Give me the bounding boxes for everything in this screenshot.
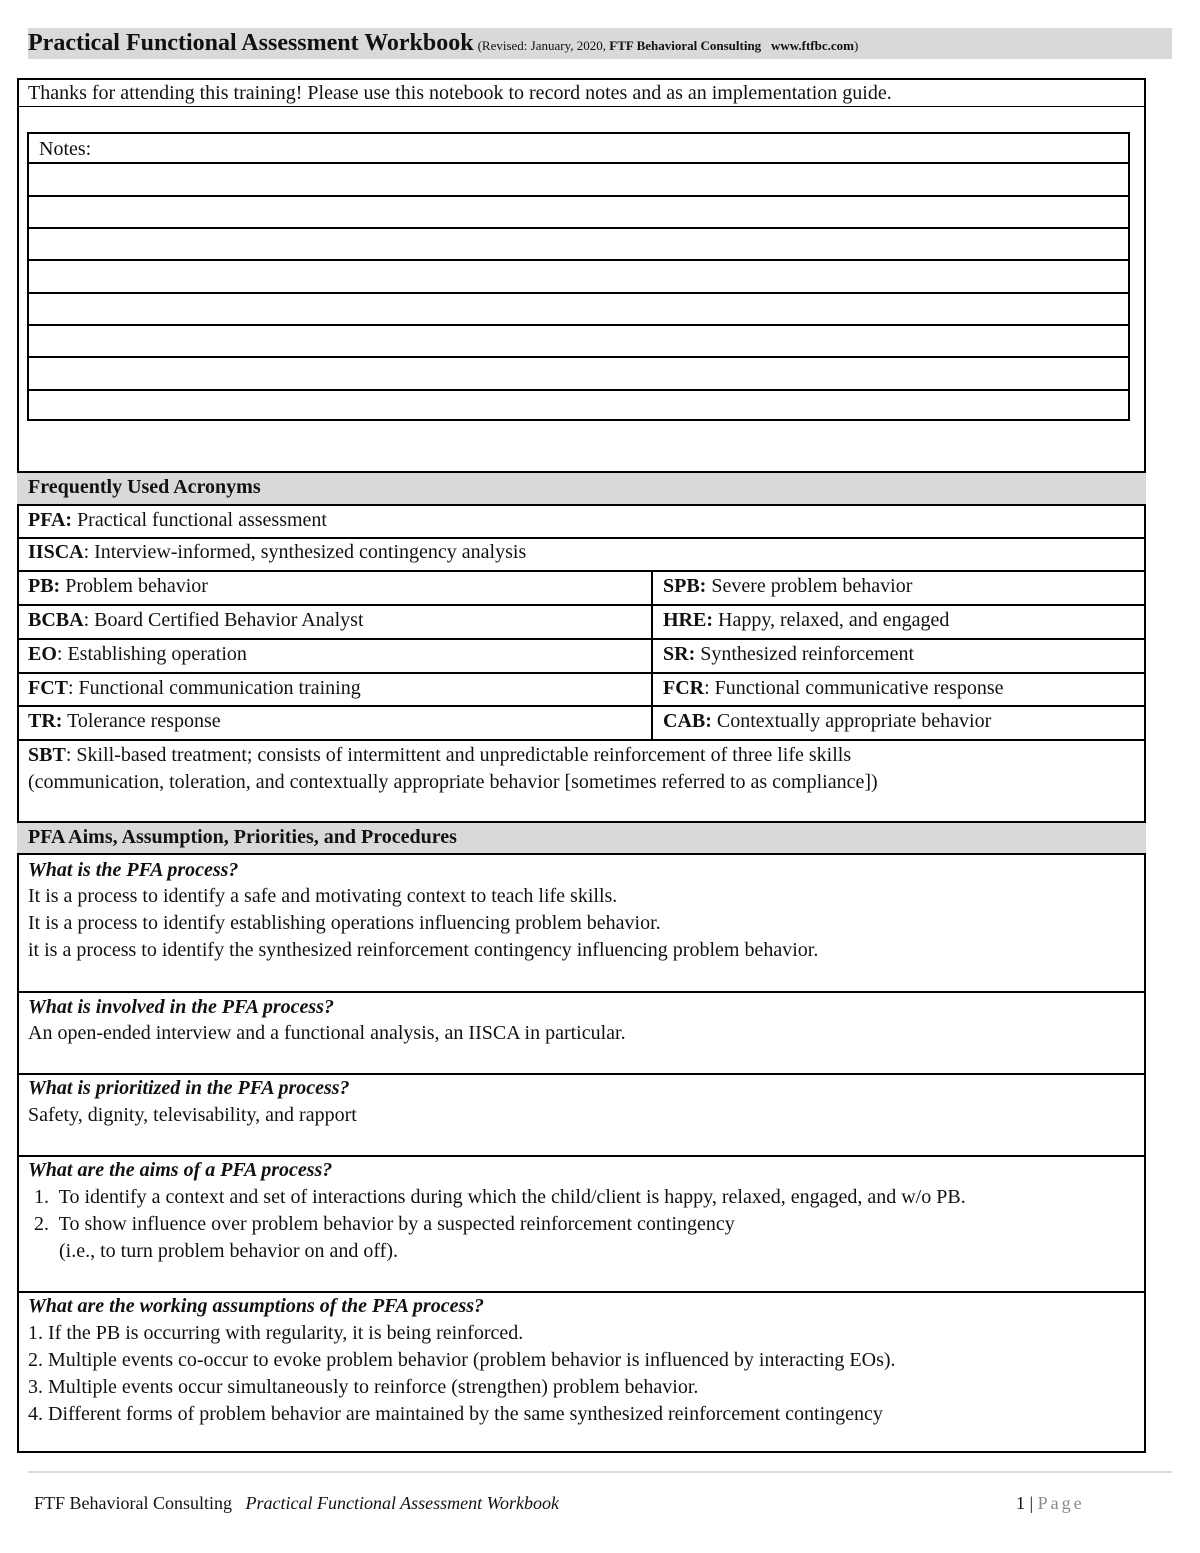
sbt-line-2: (communication, toleration, and contextually appropriate behavior [sometimes referred to as compliance])	[28, 771, 878, 793]
divider	[17, 638, 1146, 640]
divider	[17, 106, 1146, 107]
notes-line	[29, 292, 1128, 294]
footer-company: FTF Behavioral Consulting	[34, 1493, 232, 1513]
answer-line: An open-ended interview and a functional analysis, an IISCA in particular.	[28, 1022, 626, 1044]
acronym-def: Contextually appropriate behavior	[711, 710, 992, 732]
divider	[17, 821, 1146, 823]
title-bar	[28, 28, 1172, 59]
acronym-spb	[663, 573, 912, 600]
acronym-def: Practical functional assessment	[72, 509, 327, 531]
header-website: www.ftfbc.com	[770, 38, 854, 53]
page-indicator	[1016, 1493, 1085, 1514]
notes-line	[29, 389, 1128, 391]
notes-line	[29, 195, 1128, 197]
divider	[17, 672, 1146, 674]
acronym-fct	[28, 675, 361, 702]
acronym-abbr: FCT	[28, 677, 68, 699]
acronym-hre	[663, 607, 949, 634]
answer-line: It is a process to identify establishing operations influencing problem behavior.	[28, 912, 661, 934]
list-item: 3. Multiple events occur simultaneously to reinforce (strengthen) problem behavior.	[28, 1376, 699, 1398]
revised-note	[478, 38, 859, 53]
acronym-abbr: BCBA	[28, 609, 84, 631]
divider	[17, 570, 1146, 572]
acronym-abbr: IISCA	[28, 541, 84, 563]
list-item: 1. To identify a context and set of interactions during which the child/client is happy, relaxed, engaged, and w/o PB.	[34, 1186, 966, 1208]
acronym-def: Happy, relaxed, and engaged	[713, 609, 950, 631]
divider	[17, 604, 1146, 606]
question-aims: What are the aims of a PFA process?	[28, 1159, 333, 1181]
acronym-bcba	[28, 607, 364, 634]
acronym-abbr: CAB:	[663, 710, 712, 732]
acronym-cab	[663, 708, 991, 735]
page-word: Page	[1037, 1493, 1085, 1513]
acronym-def: : Functional communicative response	[704, 677, 1004, 699]
acronym-def: Synthesized reinforcement	[695, 643, 915, 665]
divider	[17, 705, 1146, 707]
acronym-def: Problem behavior	[60, 575, 208, 597]
divider	[17, 991, 1146, 993]
acronym-sr	[663, 641, 914, 668]
acronym-def: : Interview-informed, synthesized contingency analysis	[83, 541, 527, 563]
acronym-abbr: PFA:	[28, 509, 73, 531]
notes-line	[29, 227, 1128, 229]
acronym-abbr: TR:	[28, 710, 63, 732]
acronym-def: Tolerance response	[62, 710, 221, 732]
question-assumptions: What are the working assumptions of the PFA process?	[28, 1295, 485, 1317]
column-divider	[651, 570, 653, 739]
acronym-def: : Functional communication training	[68, 677, 361, 699]
divider	[17, 471, 1146, 473]
notes-box[interactable]	[27, 132, 1130, 421]
acronym-def: : Skill-based treatment; consists of intermittent and unpredictable reinforcement of three life skills	[65, 744, 852, 766]
divider	[17, 739, 1146, 741]
acronym-abbr: SR:	[663, 643, 696, 665]
answer-line: it is a process to identify the synthesized reinforcement contingency influencing problem behavior.	[28, 939, 819, 961]
acronym-abbr: HRE:	[663, 609, 713, 631]
notes-label: Notes:	[39, 138, 92, 160]
answer-line: Safety, dignity, televisability, and rapport	[28, 1104, 357, 1126]
notes-line	[29, 259, 1128, 261]
acronym-def: Severe problem behavior	[706, 575, 913, 597]
answer-line: It is a process to identify a safe and motivating context to teach life skills.	[28, 885, 618, 907]
acronym-pfa	[28, 507, 327, 534]
acronym-def: : Board Certified Behavior Analyst	[83, 609, 364, 631]
footer-left	[34, 1493, 559, 1514]
list-item: (i.e., to turn problem behavior on and off).	[34, 1240, 398, 1262]
acronym-abbr: EO	[28, 643, 57, 665]
acronym-abbr: FCR	[663, 677, 705, 699]
acronym-abbr: SBT	[28, 744, 66, 766]
question-involved: What is involved in the PFA process?	[28, 996, 334, 1018]
page-separator: |	[1025, 1493, 1038, 1513]
header-company: FTF Behavioral Consulting	[609, 38, 762, 53]
divider	[17, 853, 1146, 855]
pfa-heading: PFA Aims, Assumption, Priorities, and Procedures	[28, 826, 457, 848]
question-process: What is the PFA process?	[28, 859, 239, 881]
acronym-sbt	[28, 742, 851, 769]
footer-rule	[28, 1471, 1172, 1473]
document-title: Practical Functional Assessment Workbook	[28, 30, 474, 56]
acronyms-heading: Frequently Used Acronyms	[28, 476, 261, 498]
acronym-def: : Establishing operation	[56, 643, 247, 665]
revised-text: (Revised: January, 2020,	[477, 38, 610, 53]
notes-line	[29, 356, 1128, 358]
acronym-tr	[28, 708, 221, 735]
acronym-iisca	[28, 539, 526, 566]
acronym-pb	[28, 573, 208, 600]
notes-line	[29, 324, 1128, 326]
acronym-fcr	[663, 675, 1003, 702]
acronym-abbr: SPB:	[663, 575, 707, 597]
list-item: 2. Multiple events co-occur to evoke problem behavior (problem behavior is influenced by interacting EOs).	[28, 1349, 896, 1371]
question-prioritized: What is prioritized in the PFA process?	[28, 1077, 350, 1099]
divider	[17, 504, 1146, 506]
page-number: 1	[1016, 1493, 1025, 1513]
list-item: 4. Different forms of problem behavior are maintained by the same synthesized reinforcement contingency	[28, 1403, 883, 1425]
intro-text: Thanks for attending this training! Please use this notebook to record notes and as an implementation guide.	[28, 82, 892, 104]
revised-close: )	[853, 38, 859, 53]
acronym-eo	[28, 641, 247, 668]
acronym-abbr: PB:	[28, 575, 61, 597]
footer-title: Practical Functional Assessment Workbook	[245, 1493, 559, 1513]
list-item: 1. If the PB is occurring with regularity, it is being reinforced.	[28, 1322, 524, 1344]
notes-line	[29, 162, 1128, 164]
list-item: 2. To show influence over problem behavior by a suspected reinforcement contingency	[34, 1213, 735, 1235]
